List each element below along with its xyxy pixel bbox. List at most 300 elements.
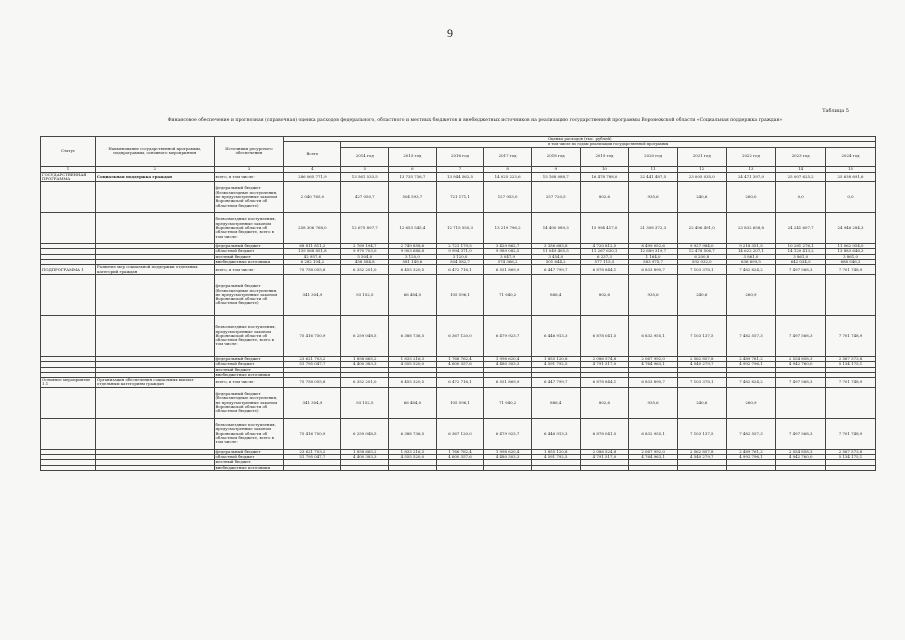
- row-value: 11 049 405,5: [531, 249, 580, 254]
- row-value: [389, 465, 437, 470]
- row-value: 1 164,0: [629, 254, 678, 259]
- row-source: областной бюджет: [214, 362, 284, 367]
- row-name: [96, 315, 215, 356]
- column-number: 5: [341, 166, 389, 172]
- row-value: 1 858 665,2: [341, 449, 389, 454]
- column-number: 1: [41, 166, 96, 172]
- column-number: 4: [284, 166, 341, 172]
- row-value: 4 942 760,0: [776, 362, 826, 367]
- row-value: 6 479 923,7: [484, 315, 532, 356]
- row-value: 286 065 771,9: [284, 172, 341, 182]
- row-value: 458 584,8: [341, 260, 389, 265]
- row-value: 1 998 620,4: [484, 449, 532, 454]
- row-value: 2 489 761,2: [726, 356, 776, 361]
- row-value: 75 416 750,9: [284, 418, 341, 449]
- column-number: 13: [726, 166, 776, 172]
- row-value: 4 764 963,1: [629, 362, 678, 367]
- row-value: 6 833 890,7: [629, 265, 678, 275]
- row-value: 7 103 378,1: [677, 265, 726, 275]
- row-value: 6 446 913,3: [531, 418, 580, 449]
- column-number: 10: [580, 166, 629, 172]
- row-source: федеральный бюджет: [214, 244, 284, 249]
- row-value: 66 484,0: [389, 387, 437, 418]
- row-value: 13 219 796,2: [484, 213, 532, 244]
- table-row: [41, 418, 876, 449]
- row-value: 25 638 691,6: [826, 172, 876, 182]
- row-source: внебюджетные источники: [214, 260, 284, 265]
- row-value: 6 832 955,1: [629, 418, 678, 449]
- row-value: 66 484,0: [389, 274, 437, 315]
- row-value: 3 047,9: [484, 254, 532, 259]
- header-year: 2015 год: [389, 147, 437, 166]
- row-value: 6 237,3: [580, 254, 629, 259]
- row-value: 574 366,2: [484, 260, 532, 265]
- row-value: 6 367 120,0: [436, 418, 484, 449]
- row-value: 427 050,7: [341, 182, 389, 213]
- row-value: 257 720,5: [531, 182, 580, 213]
- row-source: безвозмездные поступления, предусмотренные законом Воронежской области об областном бюджете, всего в том числе:: [214, 213, 284, 244]
- row-value: 935,6: [629, 387, 678, 418]
- row-value: 13 944 562,5: [436, 172, 484, 182]
- row-value: 12 478 506,7: [677, 249, 726, 254]
- row-value: 15 994 417,0: [580, 213, 629, 244]
- column-number: 11: [629, 166, 678, 172]
- row-value: 6 352 201,0: [341, 378, 389, 388]
- row-name: [96, 387, 215, 418]
- row-status: [41, 387, 96, 418]
- row-status: [41, 182, 96, 213]
- row-value: 642 034,5: [776, 260, 826, 265]
- row-value: 22 406 491,0: [677, 213, 726, 244]
- row-value: 4 400 383,3: [341, 362, 389, 367]
- page-number: 9: [447, 26, 453, 40]
- row-value: 802,6: [580, 274, 629, 315]
- row-source: безвозмездные поступления, предусмотренные законом Воронежской области об областном бюджете, всего в том числе:: [214, 315, 284, 356]
- row-value: 4 555 520,0: [389, 362, 437, 367]
- row-value: 6 352 201,0: [341, 265, 389, 275]
- row-value: 93 152,5: [341, 387, 389, 418]
- row-value: 592 032,0: [677, 260, 726, 265]
- row-value: 51 795 047,7: [284, 455, 341, 460]
- row-value: 504 593,7: [389, 182, 437, 213]
- header-year: 2024 год: [826, 147, 876, 166]
- row-value: 6 446 913,3: [531, 315, 580, 356]
- row-value: 9 970 703,0: [341, 249, 389, 254]
- row-value: 16 478 788,0: [580, 172, 629, 182]
- header-source: Источники ресурсного обеспечения: [214, 137, 284, 167]
- row-value: 14 025 223,6: [484, 172, 532, 182]
- column-number: 8: [484, 166, 532, 172]
- row-value: 7 701 748,9: [826, 315, 876, 356]
- table-row: [41, 465, 876, 470]
- row-value: 240,6: [677, 182, 726, 213]
- row-value: [436, 465, 484, 470]
- row-value: 3 356 683,8: [531, 244, 580, 249]
- column-number: 6: [389, 166, 437, 172]
- row-value: 2 040 765,0: [284, 182, 341, 213]
- row-value: 7 482 824,2: [726, 265, 776, 275]
- row-source: федеральный бюджет: [214, 449, 284, 454]
- row-source: безвозмездные поступления, предусмотренные законом Воронежской области об областном бюджете, всего в том числе:: [214, 418, 284, 449]
- row-value: 7 103 378,1: [677, 378, 726, 388]
- row-value: 22 441 487,5: [629, 172, 678, 182]
- row-value: 2 567 573,8: [826, 356, 876, 361]
- row-value: 4 480 303,3: [484, 362, 532, 367]
- row-value: 4 720 812,5: [580, 244, 629, 249]
- row-value: 2 769 194,7: [341, 244, 389, 249]
- row-value: 10 281 276,1: [776, 244, 826, 249]
- row-value: 3 861,0: [726, 254, 776, 259]
- row-value: 0,0: [826, 182, 876, 213]
- row-value: 886,4: [531, 274, 580, 315]
- row-value: 1 858 665,2: [341, 356, 389, 361]
- row-value: 2 086 574,8: [580, 356, 629, 361]
- row-value: [580, 465, 629, 470]
- row-value: 11 267 630,1: [580, 249, 629, 254]
- row-value: 7 103 137,5: [677, 315, 726, 356]
- column-number: 9: [531, 166, 580, 172]
- row-value: 6 833 890,7: [629, 378, 678, 388]
- row-value: 3 120,0: [389, 254, 437, 259]
- row-value: 2 067 992,0: [629, 449, 678, 454]
- row-value: 5 504,0: [341, 254, 389, 259]
- table-heading: Финансовое обеспечение и прогнозная (справочная) оценка расходов федерального, областного и местных бюджетов и внебюджетных источников на реализацию государственной программы Воронежской области «Социальная поддержка граждан»: [167, 118, 783, 123]
- row-value: 9 927 984,0: [677, 244, 726, 249]
- row-value: 7 482 557,3: [726, 418, 776, 449]
- row-status: [41, 213, 96, 244]
- row-value: 13 561 533,5: [341, 172, 389, 182]
- row-value: 15 168 088,7: [531, 172, 580, 182]
- row-value: 8 499 052,6: [629, 244, 678, 249]
- table-number: Таблица 5: [822, 108, 849, 114]
- header-year: 2016 год: [436, 147, 484, 166]
- row-value: 2 554 858,3: [776, 356, 826, 361]
- row-value: 2 567 573,8: [826, 449, 876, 454]
- row-value: [776, 465, 826, 470]
- row-value: 2 562 857,8: [677, 449, 726, 454]
- row-value: 6 878 844,1: [580, 265, 629, 275]
- header-year: 2022 год: [726, 147, 776, 166]
- row-value: 6 551 869,9: [484, 265, 532, 275]
- row-value: 1 766 762,4: [436, 449, 484, 454]
- row-value: 4 555 520,0: [389, 455, 437, 460]
- row-value: 6 388 736,5: [389, 418, 437, 449]
- row-value: 127 953,0: [484, 182, 532, 213]
- row-value: 721 171,1: [436, 182, 484, 213]
- row-value: 260,9: [726, 387, 776, 418]
- header-year: 2021 год: [677, 147, 726, 166]
- row-status: ПОДПРОГРАММА 1: [41, 265, 96, 275]
- row-value: 12 715 550,3: [436, 213, 484, 244]
- row-source: областной бюджет: [214, 455, 284, 460]
- header-name: Наименование государственной программы, подпрограммы, основного мероприятия: [96, 137, 215, 167]
- row-value: 886,4: [531, 387, 580, 418]
- row-value: 688 546,3: [826, 260, 876, 265]
- row-value: [531, 465, 580, 470]
- row-value: 11 062 954,0: [826, 244, 876, 249]
- row-value: 1 998 620,4: [484, 356, 532, 361]
- row-value: 0,0: [776, 182, 826, 213]
- row-value: 7 482 824,2: [726, 378, 776, 388]
- row-value: 24 471 397,0: [726, 172, 776, 182]
- row-value: 4 600 357,6: [436, 455, 484, 460]
- row-value: 105 596,1: [436, 274, 484, 315]
- row-value: 6 447 799,7: [531, 265, 580, 275]
- table-row: [41, 265, 876, 275]
- header-year: 2018 год: [531, 147, 580, 166]
- row-value: 12 675 897,7: [341, 213, 389, 244]
- row-source: местный бюджет: [214, 367, 284, 372]
- row-value: 75 758 055,8: [284, 265, 341, 275]
- row-value: 25 007 625,2: [776, 172, 826, 182]
- row-value: 3 454,0: [531, 254, 580, 259]
- table-row: [41, 378, 876, 388]
- row-value: 2 721 179,5: [436, 244, 484, 249]
- row-value: 7 701 748,9: [826, 378, 876, 388]
- row-value: 504 582,7: [436, 260, 484, 265]
- row-value: 9 994 371,0: [436, 249, 484, 254]
- row-name: Социальная поддержка граждан: [96, 172, 215, 182]
- row-status: [41, 274, 96, 315]
- row-value: [776, 387, 826, 418]
- row-status: [41, 315, 96, 356]
- row-value: 4 992 796,1: [726, 362, 776, 367]
- row-value: 93 152,5: [341, 274, 389, 315]
- row-value: 105 596,1: [436, 387, 484, 418]
- row-source: местный бюджет: [214, 254, 284, 259]
- column-number: 2: [96, 166, 215, 172]
- row-value: 240,6: [677, 387, 726, 418]
- row-source: всего, в том числе:: [214, 172, 284, 182]
- row-value: 4 942 760,0: [776, 455, 826, 460]
- row-value: 6 479 923,7: [484, 418, 532, 449]
- row-value: 7 497 568,3: [776, 378, 826, 388]
- header-estimate: Оценка расходов (тыс. рублей): [284, 137, 876, 142]
- row-value: 7 497 568,3: [776, 418, 826, 449]
- row-source: областной бюджет: [214, 249, 284, 254]
- row-source: внебюджетные источники: [214, 372, 284, 377]
- row-value: 24 241 607,7: [776, 213, 826, 244]
- row-value: 2 562 857,8: [677, 356, 726, 361]
- row-value: 6 878 041,5: [580, 315, 629, 356]
- row-value: 9 218 351,5: [726, 244, 776, 249]
- row-name: [96, 418, 215, 449]
- row-value: 7 701 748,9: [826, 418, 876, 449]
- row-status: ГОСУДАРСТВЕННАЯ ПРОГРАММА: [41, 172, 96, 182]
- row-value: 6 878 041,5: [580, 418, 629, 449]
- row-value: 3 861,0: [826, 254, 876, 259]
- header-year: 2014 год: [341, 147, 389, 166]
- row-value: 71 940,2: [484, 274, 532, 315]
- row-value: 7 701 748,9: [826, 265, 876, 275]
- row-value: 7 482 557,3: [726, 315, 776, 356]
- row-value: 4 591 792,5: [531, 362, 580, 367]
- table-row: [41, 213, 876, 244]
- row-value: 2 067 992,0: [629, 356, 678, 361]
- row-value: 4 600 357,6: [436, 362, 484, 367]
- row-value: 2 489 761,2: [726, 449, 776, 454]
- row-source: федеральный бюджет (безвозмездные поступления, не предусмотренные законом Воронежской области об областном бюджете): [214, 182, 284, 213]
- column-number: 7: [436, 166, 484, 172]
- row-value: [726, 465, 776, 470]
- row-value: 5 134 175,1: [826, 362, 876, 367]
- row-name: [96, 274, 215, 315]
- row-value: 6 472 716,1: [436, 378, 484, 388]
- row-value: 6 282 104,2: [284, 260, 341, 265]
- row-value: 260,9: [726, 274, 776, 315]
- row-value: 6 551 869,9: [484, 378, 532, 388]
- row-value: 2 554 858,3: [776, 449, 826, 454]
- row-value: [677, 465, 726, 470]
- row-value: 7 497 568,3: [776, 315, 826, 356]
- row-value: 75 416 750,9: [284, 315, 341, 356]
- row-value: [826, 387, 876, 418]
- row-value: 3 861,0: [776, 254, 826, 259]
- row-value: 51 795 047,7: [284, 362, 341, 367]
- row-value: 4 400 383,3: [341, 455, 389, 460]
- row-value: 802,6: [580, 182, 629, 213]
- row-value: 13 883 646,3: [826, 249, 876, 254]
- column-number: 3: [214, 166, 284, 172]
- row-value: 6 388 736,5: [389, 315, 437, 356]
- header-status: Статус: [41, 137, 96, 167]
- column-number: 14: [776, 166, 826, 172]
- row-value: 802,6: [580, 387, 629, 418]
- row-value: 4 992 796,1: [726, 455, 776, 460]
- row-value: 75 758 055,8: [284, 378, 341, 388]
- row-name: Развитие мер социальной поддержки отдельных категорий граждан: [96, 265, 215, 275]
- table-row: [41, 315, 876, 356]
- row-value: 935,6: [629, 274, 678, 315]
- row-value: 42 957,6: [284, 254, 341, 259]
- row-name: [96, 182, 215, 213]
- row-value: 501 644,2: [531, 260, 580, 265]
- row-value: [341, 465, 389, 470]
- row-value: 24 946 284,3: [826, 213, 876, 244]
- row-value: 6 472 716,1: [436, 265, 484, 275]
- row-value: 6 259 048,5: [341, 315, 389, 356]
- row-value: 6 878 844,1: [580, 378, 629, 388]
- row-value: 23 621 703,2: [284, 449, 341, 454]
- row-source: внебюджетные источники: [214, 465, 284, 470]
- row-value: 9 903 686,8: [389, 249, 437, 254]
- row-value: 6 367 120,0: [436, 315, 484, 356]
- row-value: 13 735 736,7: [389, 172, 437, 182]
- row-source: всего, в том числе:: [214, 265, 284, 275]
- row-source: местный бюджет: [214, 460, 284, 465]
- row-value: 1 833 216,3: [389, 449, 437, 454]
- row-value: 6 259 048,5: [341, 418, 389, 449]
- row-value: 6 832 955,1: [629, 315, 678, 356]
- row-source: федеральный бюджет: [214, 356, 284, 361]
- header-total: Всего: [284, 142, 341, 166]
- row-value: 341 304,9: [284, 274, 341, 315]
- row-value: 14 120 413,2: [776, 249, 826, 254]
- row-name: Организация обеспечения социальных выплат отдельным категориям граждан: [96, 378, 215, 388]
- row-name: [96, 465, 215, 470]
- row-value: 71 940,2: [484, 387, 532, 418]
- row-source: федеральный бюджет (безвозмездные поступления, не предусмотренные законом Воронежской области об областном бюджете): [214, 274, 284, 315]
- row-value: 1 833 216,3: [389, 356, 437, 361]
- row-status: Основное мероприятие 1.1: [41, 378, 96, 388]
- row-value: 21 308 372,3: [629, 213, 678, 244]
- table-row: [41, 274, 876, 315]
- row-value: 260,0: [726, 182, 776, 213]
- column-number: 12: [677, 166, 726, 172]
- header-year: 2019 год: [580, 147, 629, 166]
- row-status: [41, 465, 96, 470]
- row-value: 23 621 703,2: [284, 356, 341, 361]
- row-value: 12 689 319,7: [629, 249, 678, 254]
- row-value: 139 568 851,8: [284, 249, 341, 254]
- table-row: [41, 387, 876, 418]
- row-value: 2 086 524,8: [580, 449, 629, 454]
- header-year: 2023 год: [776, 147, 826, 166]
- row-value: 3 120,0: [436, 254, 484, 259]
- row-status: [41, 418, 96, 449]
- row-value: 4 791 517,0: [580, 455, 629, 460]
- row-value: 1 855 120,8: [531, 449, 580, 454]
- row-value: 240,6: [677, 274, 726, 315]
- header-including: в том числе по годам реализации государственной программы: [341, 142, 876, 147]
- row-name: [96, 213, 215, 244]
- row-value: 7 497 568,3: [776, 265, 826, 275]
- row-value: 2 749 858,6: [389, 244, 437, 249]
- row-value: 4 540 279,7: [677, 362, 726, 367]
- table-row: [41, 172, 876, 182]
- row-value: 341 304,9: [284, 387, 341, 418]
- row-value: 23 005 035,0: [677, 172, 726, 182]
- row-value: 7 103 137,5: [677, 418, 726, 449]
- row-source: всего, в том числе:: [214, 378, 284, 388]
- row-value: 636 699,5: [726, 260, 776, 265]
- row-value: 6 447 799,7: [531, 378, 580, 388]
- row-value: 1 855 120,8: [531, 356, 580, 361]
- row-value: 4 764 963,1: [629, 455, 678, 460]
- row-value: 6 200,8: [677, 254, 726, 259]
- row-value: 6 455 320,5: [389, 265, 437, 275]
- row-value: 4 480 303,3: [484, 455, 532, 460]
- header-year: 2017 год: [484, 147, 532, 166]
- row-value: 5 134 175,1: [826, 455, 876, 460]
- row-value: [284, 465, 341, 470]
- row-value: 581 149,6: [389, 260, 437, 265]
- row-value: 577 115,5: [580, 260, 629, 265]
- row-value: 4 540 279,7: [677, 455, 726, 460]
- row-value: [629, 465, 678, 470]
- row-value: 583 975,7: [629, 260, 678, 265]
- row-value: [776, 274, 826, 315]
- row-value: [826, 465, 876, 470]
- row-value: 23 832 658,8: [726, 213, 776, 244]
- row-value: 14 622 207,1: [726, 249, 776, 254]
- row-value: 258 306 768,0: [284, 213, 341, 244]
- row-value: 12 653 545,4: [389, 213, 437, 244]
- row-value: [826, 274, 876, 315]
- row-value: 935,6: [629, 182, 678, 213]
- row-value: 9 989 082,5: [484, 249, 532, 254]
- row-source: федеральный бюджет (безвозмездные поступления, не предусмотренные законом Воронежской области об областном бюджете): [214, 387, 284, 418]
- column-number: 15: [826, 166, 876, 172]
- header-year: 2020 год: [629, 147, 678, 166]
- row-value: [484, 465, 532, 470]
- row-value: 68 811 811,2: [284, 244, 341, 249]
- row-value: 3 429 862,7: [484, 244, 532, 249]
- row-value: 4 791 517,0: [580, 362, 629, 367]
- row-value: 14 400 089,3: [531, 213, 580, 244]
- row-value: 6 455 320,5: [389, 378, 437, 388]
- row-value: 4 591 792,5: [531, 455, 580, 460]
